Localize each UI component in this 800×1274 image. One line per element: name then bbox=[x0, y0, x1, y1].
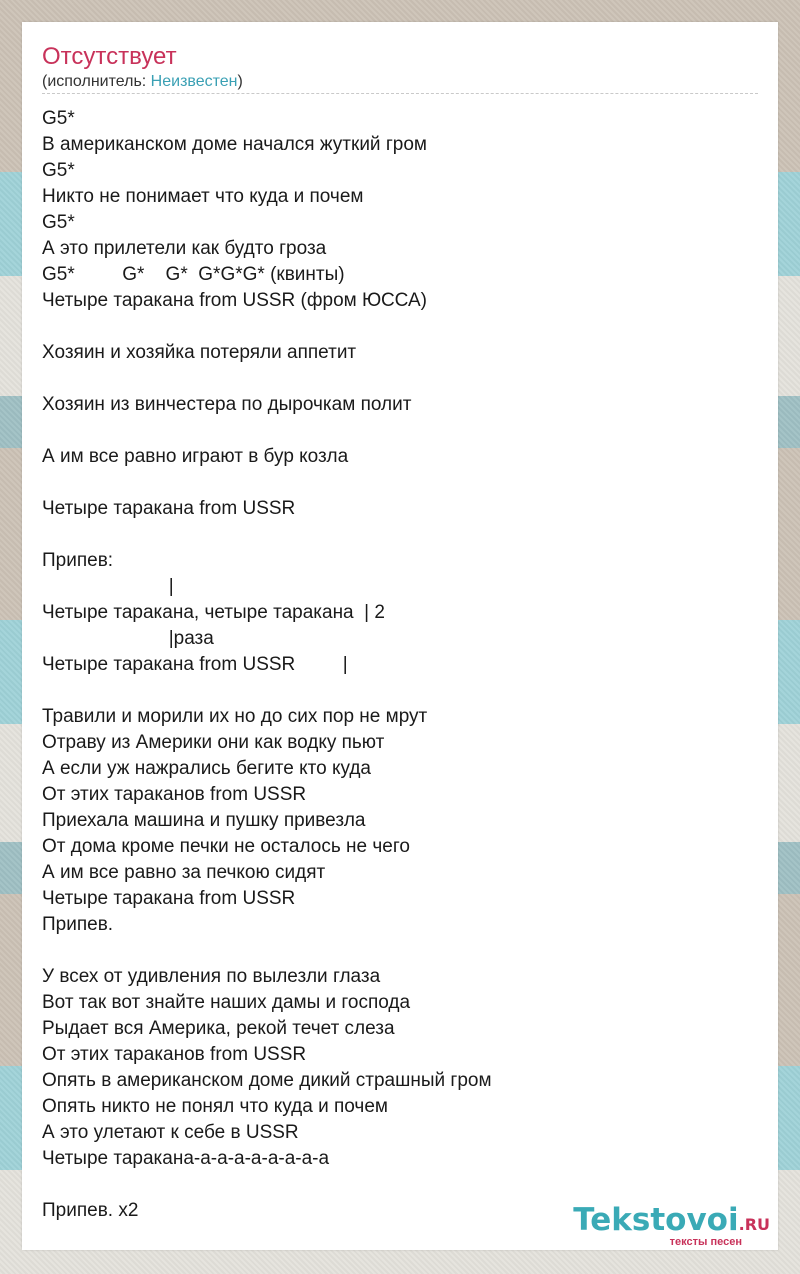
title-divider bbox=[42, 93, 758, 94]
lyrics-text: G5* В американском доме начался жуткий гром G5* Никто не понимает что куда и почем G5* А это прилетели как будто гроза G5* G* G* G*G*G* (квинты) Четыре таракана from USSR (фром ЮССА) Хозяин и хозяйка потеряли аппетит Хозяин из винчестера по дырочкам полит А им все равно играют в бур козла Четыре таракана from USSR Припев: | Четыре таракана, четыре таракана | 2 |раза Четыре таракана from USSR | Травили и морили их но до сих пор не мрут Отраву из Америки они как водку пьют А если уж нажрались бегите кто куда От этих тараканов from USSR Приехала машина и пушку привезла От дома кроме печки не осталось не чего А им все равно за печкою сидят Четыре таракана from USSR Припев. У всех от удивления по вылезли глаза Вот так вот знайте наших дамы и господа Рыдает вся Америка, рекой течет слеза От этих тараканов from USSR Опять в американском доме дикий страшный гром Опять никто не понял что куда и почем А это улетают к себе в USSR Четыре таракана-а-а-а-а-а-а-а-а Припев. x2 bbox=[42, 108, 492, 1221]
lyrics-card bbox=[22, 22, 778, 1250]
artist-suffix: ) bbox=[237, 73, 243, 90]
logo-tagline: тексты песен bbox=[669, 1236, 742, 1248]
logo-name: Tekstovoi bbox=[573, 1202, 739, 1238]
site-logo[interactable] bbox=[573, 1203, 770, 1248]
artist-line bbox=[42, 72, 243, 92]
artist-link[interactable]: Неизвестен bbox=[150, 73, 238, 90]
artist-prefix: (исполнитель: bbox=[42, 73, 151, 90]
logo-tld: .RU bbox=[738, 1215, 770, 1234]
song-title: Отсутствует bbox=[42, 43, 177, 70]
